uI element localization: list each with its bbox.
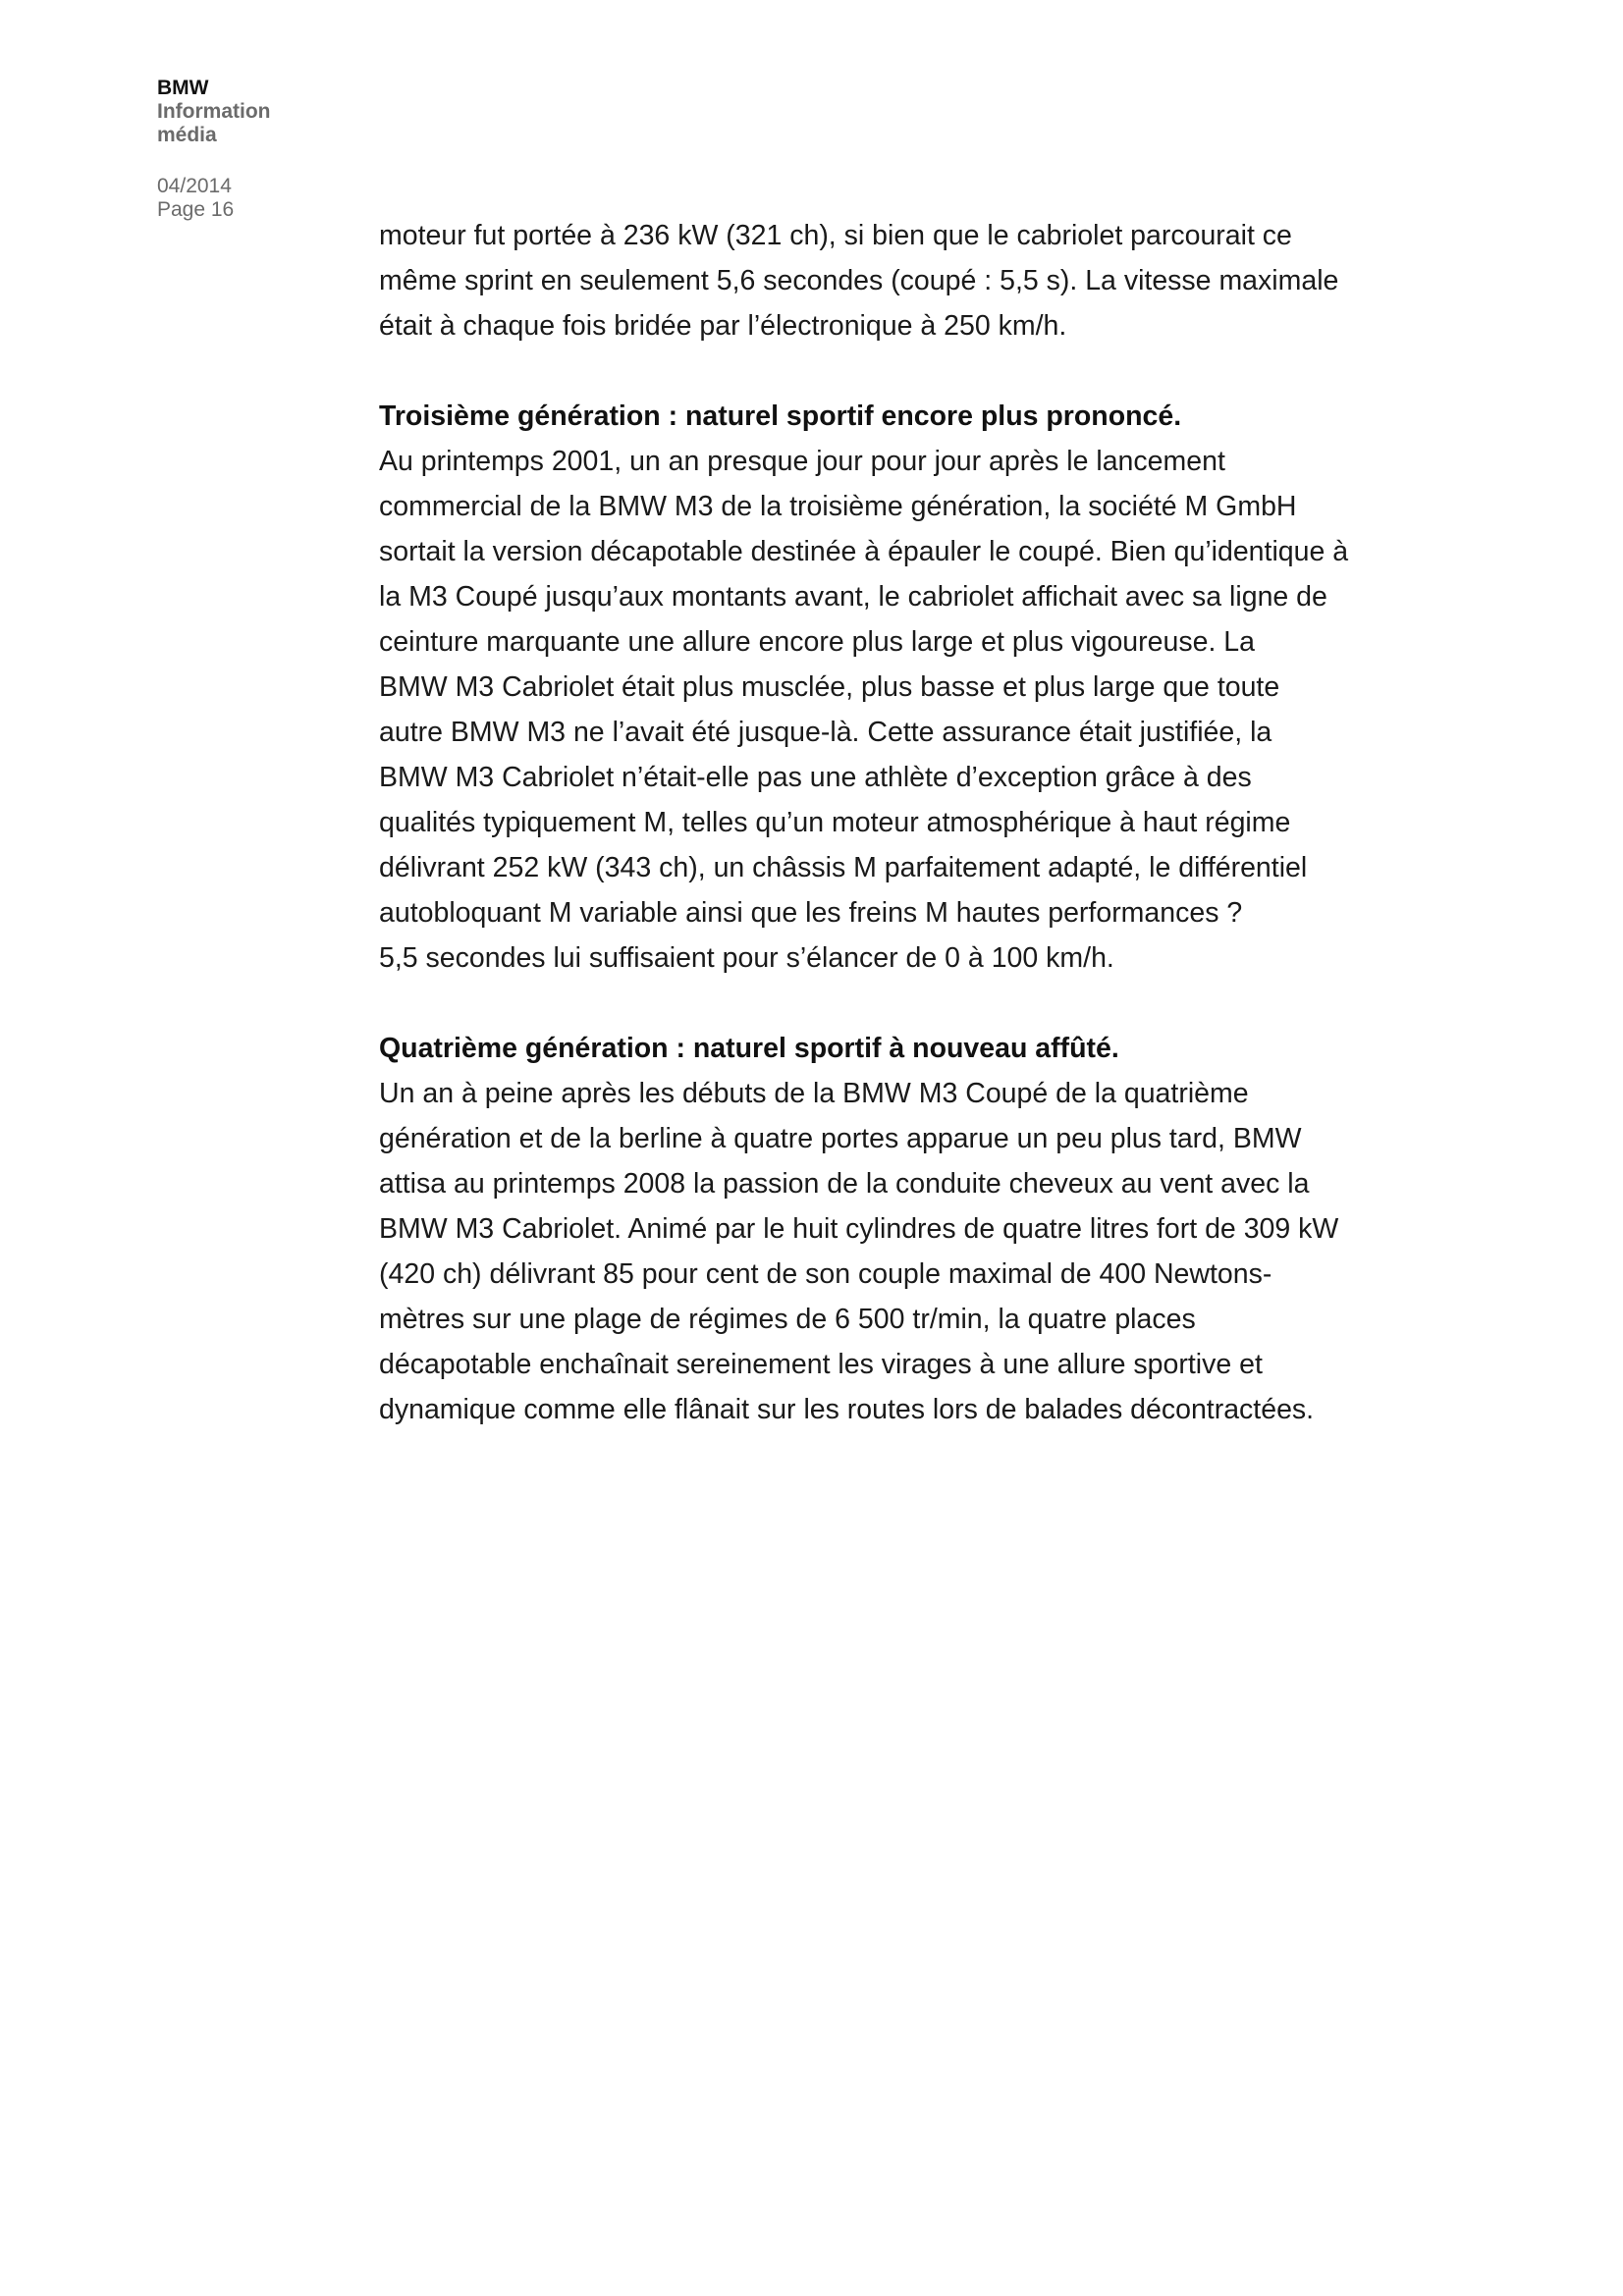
- body-line: dynamique comme elle flânait sur les routes lors de balades décontractées.: [379, 1394, 1315, 1425]
- body-line: autre BMW M3 ne l’avait été jusque-là. Cette assurance était justifiée, la: [379, 717, 1272, 748]
- section-heading: Troisième génération : naturel sportif encore plus prononcé.: [379, 400, 1182, 432]
- body-line: moteur fut portée à 236 kW (321 ch), si bien que le cabriolet parcourait ce: [379, 220, 1292, 251]
- document-date: 04/2014: [157, 175, 232, 197]
- body-line: Au printemps 2001, un an presque jour pour jour après le lancement: [379, 446, 1225, 477]
- subtitle-media: média: [157, 124, 217, 146]
- page-number: Page 16: [157, 198, 235, 221]
- body-line: commercial de la BMW M3 de la troisième génération, la société M GmbH: [379, 491, 1297, 522]
- paragraph-spacer: [379, 981, 1420, 1026]
- document-body: [379, 213, 1420, 1432]
- body-line: la M3 Coupé jusqu’aux montants avant, le cabriolet affichait avec sa ligne de: [379, 581, 1327, 613]
- document-header: [157, 77, 353, 222]
- section-heading: Quatrième génération : naturel sportif à nouveau affûté.: [379, 1033, 1119, 1064]
- subtitle-information: Information: [157, 100, 271, 123]
- body-line: qualités typiquement M, telles qu’un moteur atmosphérique à haut régime: [379, 807, 1291, 838]
- body-line: BMW M3 Cabriolet n’était-elle pas une athlète d’exception grâce à des: [379, 762, 1252, 793]
- section-third-generation: [379, 394, 1420, 981]
- body-line: 5,5 secondes lui suffisaient pour s’élancer de 0 à 100 km/h.: [379, 942, 1114, 974]
- body-line: sortait la version décapotable destinée à épauler le coupé. Bien qu’identique à: [379, 536, 1349, 567]
- body-line: Un an à peine après les débuts de la BMW M3 Coupé de la quatrième: [379, 1078, 1249, 1109]
- body-line: mètres sur une plage de régimes de 6 500 tr/min, la quatre places: [379, 1304, 1196, 1335]
- body-line: BMW M3 Cabriolet était plus musclée, plus basse et plus large que toute: [379, 671, 1280, 703]
- section-fourth-generation: [379, 1026, 1420, 1432]
- brand-name: BMW: [157, 77, 209, 99]
- body-line: (420 ch) délivrant 85 pour cent de son couple maximal de 400 Newtons-: [379, 1258, 1272, 1290]
- document-meta: [157, 175, 353, 222]
- body-line: décapotable enchaînait sereinement les virages à une allure sportive et: [379, 1349, 1263, 1380]
- paragraph-spacer: [379, 348, 1420, 394]
- body-line: délivrant 252 kW (343 ch), un châssis M parfaitement adapté, le différentiel: [379, 852, 1308, 883]
- body-line: ceinture marquante une allure encore plus large et plus vigoureuse. La: [379, 626, 1255, 658]
- intro-paragraph: [379, 213, 1420, 348]
- body-line: même sprint en seulement 5,6 secondes (coupé : 5,5 s). La vitesse maximale: [379, 265, 1339, 296]
- body-line: génération et de la berline à quatre portes apparue un peu plus tard, BMW: [379, 1123, 1302, 1154]
- body-line: attisa au printemps 2008 la passion de la conduite cheveux au vent avec la: [379, 1168, 1310, 1200]
- body-line: autobloquant M variable ainsi que les freins M hautes performances ?: [379, 897, 1243, 929]
- body-line: était à chaque fois bridée par l’électronique à 250 km/h.: [379, 310, 1067, 342]
- body-line: BMW M3 Cabriolet. Animé par le huit cylindres de quatre litres fort de 309 kW: [379, 1213, 1339, 1245]
